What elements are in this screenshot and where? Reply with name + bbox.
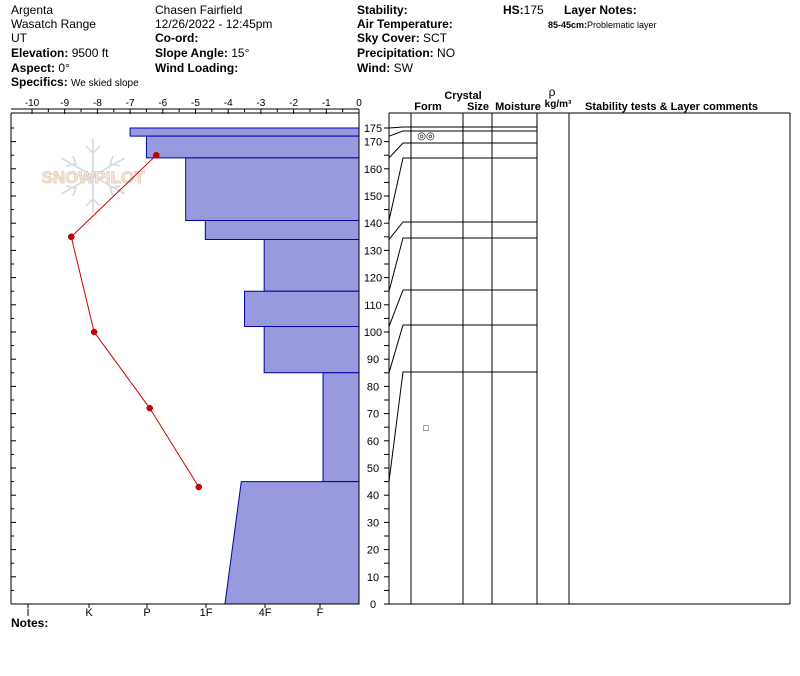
temperature-point-4 — [147, 405, 153, 411]
hs-label: HS: — [503, 3, 524, 17]
temp-tick-label: -2 — [289, 98, 299, 109]
layer-notes-label: Layer Notes: — [564, 3, 637, 17]
temp-tick-label: 0 — [356, 98, 362, 109]
temperature-point-3 — [91, 329, 97, 335]
height-tick-label: 10 — [366, 571, 380, 584]
layer-connector — [389, 238, 411, 291]
height-tick-label: 160 — [363, 163, 383, 176]
hardness-tick-label: P — [143, 607, 151, 619]
range: Wasatch Range — [11, 17, 96, 31]
rho-header: ρ — [548, 85, 556, 99]
height-tick-label: 90 — [366, 354, 380, 367]
temperature-point-5 — [196, 484, 202, 490]
wind-loading-label: Wind Loading: — [155, 61, 239, 75]
height-tick-label: 70 — [366, 408, 380, 421]
layer-table — [389, 113, 790, 604]
slope-value: 15° — [231, 46, 250, 60]
temp-tick-label: -4 — [223, 98, 233, 109]
grain-symbol-2: □ — [423, 423, 429, 433]
hardness-layer-3 — [186, 158, 359, 221]
hardness-tick-label: I — [26, 607, 30, 619]
height-tick-label: 30 — [366, 517, 380, 530]
hardness-layer-8 — [323, 373, 359, 482]
hardness-layer-6 — [245, 291, 359, 326]
hs-value: 175 — [523, 3, 544, 17]
temp-tick-label: -5 — [191, 98, 200, 109]
observer: Chasen Fairfield — [155, 3, 243, 17]
hardness-tick-label: 1F — [199, 607, 213, 619]
datetime: 12/26/2022 - 12:45pm — [155, 17, 273, 31]
temp-tick-label: -8 — [92, 98, 102, 109]
hardness-tick-label: F — [316, 607, 324, 619]
temperature-axis — [25, 98, 362, 114]
density-unit-header: kg/m³ — [544, 99, 572, 110]
wind-value: SW — [393, 61, 413, 75]
height-tick-label: 0 — [369, 599, 377, 611]
snowpilot-watermark — [42, 139, 146, 213]
aspect-label: Aspect: — [11, 61, 56, 75]
hardness-layer-2 — [146, 136, 359, 158]
hardness-layer-7 — [264, 327, 359, 373]
height-tick-label: 130 — [363, 245, 383, 258]
slope-label: Slope Angle: — [155, 46, 228, 60]
layer-connector — [389, 290, 411, 327]
temp-tick-label: -10 — [24, 98, 40, 109]
height-tick-label: 170 — [363, 136, 383, 149]
location: Argenta — [11, 3, 54, 17]
size-header: Size — [466, 101, 490, 113]
height-tick-label: 150 — [363, 191, 383, 203]
height-tick-label: 80 — [366, 381, 380, 394]
hardness-axis — [26, 604, 323, 619]
layer-note-range: 85-45cm: — [548, 20, 588, 30]
temp-tick-label: -1 — [321, 98, 331, 109]
height-tick-label: 175 — [363, 123, 383, 135]
specifics-value: We skied slope — [71, 78, 139, 89]
height-tick-label: 60 — [366, 435, 380, 448]
height-tick-label: 100 — [363, 327, 383, 339]
layer-connector — [389, 131, 411, 136]
temp-tick-label: -7 — [125, 98, 135, 109]
elevation-label: Elevation: — [11, 46, 69, 60]
temp-tick-label: -6 — [158, 98, 168, 109]
watermark-text: SNOWPILOT — [41, 168, 145, 187]
hardness-layer-1 — [130, 128, 359, 136]
temp-tick-label: -3 — [256, 98, 266, 109]
height-tick-label: 140 — [363, 218, 383, 231]
layer-note-text: Problematic layer — [587, 20, 657, 30]
hardness-profile — [130, 128, 359, 604]
hardness-tick-label: K — [85, 607, 93, 619]
stability-label: Stability: — [357, 3, 408, 17]
hardness-layer-4 — [205, 220, 359, 239]
air-temp-label: Air Temperature: — [357, 17, 453, 31]
height-tick-label: 50 — [366, 463, 380, 475]
precip-label: Precipitation: — [357, 46, 434, 60]
form-header: Form — [414, 101, 442, 113]
temperature-point-1 — [153, 152, 159, 158]
sky-cover-label: Sky Cover: — [357, 31, 420, 45]
height-tick-label: 120 — [363, 272, 383, 285]
layer-connector — [389, 372, 411, 482]
height-tick-label: 40 — [366, 490, 380, 503]
precip-value: NO — [437, 46, 456, 60]
coord-label: Co-ord: — [155, 31, 199, 45]
crystal-header: Crystal — [444, 90, 482, 102]
grain-symbols — [417, 131, 435, 433]
layer-connector — [389, 143, 411, 158]
temperature-point-2 — [68, 234, 74, 240]
layer-connector — [389, 158, 411, 220]
hardness-layer-9 — [225, 482, 359, 604]
state: UT — [11, 31, 27, 45]
height-tick-label: 20 — [366, 544, 380, 557]
layer-connector — [389, 127, 411, 128]
sky-cover-value: SCT — [423, 31, 448, 45]
comments-header: Stability tests & Layer comments — [585, 101, 759, 113]
layer-connector — [389, 325, 411, 373]
specifics-label: Specifics: — [11, 75, 68, 89]
aspect-value: 0° — [58, 61, 70, 75]
temp-tick-label: -9 — [60, 98, 70, 109]
layer-connector — [389, 222, 411, 240]
grain-symbol-1: ◎◎ — [417, 131, 435, 142]
temperature-line — [71, 155, 199, 487]
moisture-header: Moisture — [495, 101, 541, 113]
hardness-tick-label: 4F — [258, 607, 272, 619]
notes-label: Notes: — [11, 616, 49, 630]
hardness-layer-5 — [264, 240, 359, 292]
height-tick-label: 110 — [364, 299, 382, 312]
elevation-value: 9500 ft — [71, 46, 109, 60]
wind-label: Wind: — [357, 61, 391, 75]
